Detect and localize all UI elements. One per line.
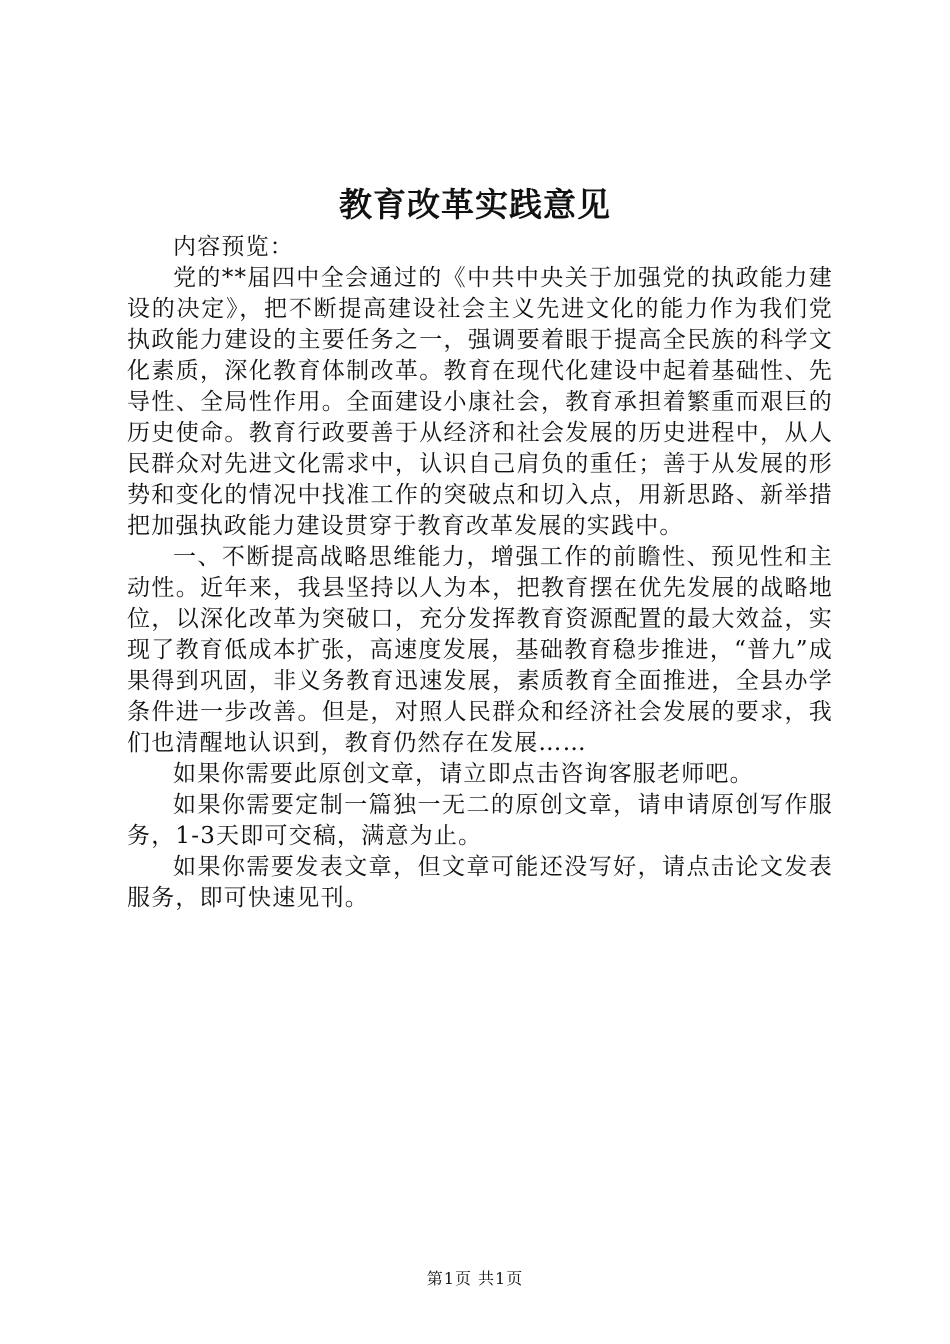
paragraph-consult-note: 如果你需要此原创文章，请立即点击咨询客服老师吧。 bbox=[173, 761, 754, 787]
document-title: 教育改革实践意见 bbox=[339, 185, 611, 224]
paragraph-intro: 党的**届四中全会通过的《中共中央关于加强党的执政能力建设的决定》，把不断提高建设社会主义先进文化的能力作为我们党执政能力建设的主要任务之一，强调要着眼于提高全民族的科学文化素质，深化教育体制改革。教育在现代化建设中起着基础性、先导性、全局性作用。全面建设小康社会，教育承担着繁重而艰巨的历史使命。教育行政要善于从经济和社会发展的历史进程中，从人民群众对先进文化需求中，认识自己肩负的重任；善于从发展的形势和变化的情况中找准工作的突破点和切入点，用新思路、新举措把加强执政能力建设贯穿于教育改革发展的实践中。 bbox=[127, 265, 833, 539]
preview-label: 内容预览： bbox=[173, 234, 294, 260]
paragraph-section-one: 一、不断提高战略思维能力，增强工作的前瞻性、预见性和主动性。近年来，我县坚持以人为本，把教育摆在优先发展的战略地位，以深化改革为突破口，充分发挥教育资源配置的最大效益，实现了教育低成本扩张，高速度发展，基础教育稳步推进，“普九”成果得到巩固，非义务教育迅速发展，素质教育全面推进，全县办学条件进一步改善。但是，对照人民群众和经济社会发展的要求，我们也清醒地认识到，教育仍然存在发展…… bbox=[127, 544, 833, 756]
document-body bbox=[127, 232, 833, 914]
paragraph-publish-note: 如果你需要发表文章，但文章可能还没写好，请点击论文发表服务，即可快速见刊。 bbox=[127, 854, 833, 911]
paragraph-custom-writing-note: 如果你需要定制一篇独一无二的原创文章，请申请原创写作服务，1-3天即可交稿，满意为止。 bbox=[127, 792, 833, 849]
page-number-footer: 第1页 共1页 bbox=[426, 1269, 524, 1288]
